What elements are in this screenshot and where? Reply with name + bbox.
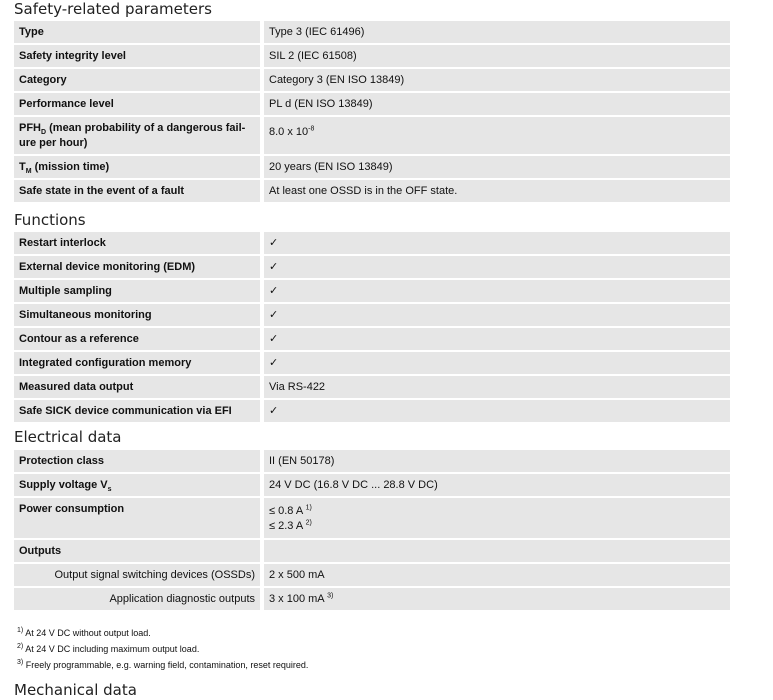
check-icon: ✓ xyxy=(262,399,730,423)
footnote xyxy=(17,625,308,641)
table-row xyxy=(14,44,730,68)
row-value xyxy=(262,539,730,563)
row-value: Category 3 (EN ISO 13849) xyxy=(262,68,730,92)
footnote xyxy=(17,641,308,657)
row-value: SIL 2 (IEC 61508) xyxy=(262,44,730,68)
row-label: Safety integrity level xyxy=(14,44,262,68)
table-row xyxy=(14,255,730,279)
row-label: Performance level xyxy=(14,92,262,116)
table-row xyxy=(14,68,730,92)
footnote-ref: 3) xyxy=(327,592,334,600)
table-row xyxy=(14,92,730,116)
row-label: Restart interlock xyxy=(14,232,262,255)
row-value: 20 years (EN ISO 13849) xyxy=(262,155,730,179)
check-icon: ✓ xyxy=(262,232,730,255)
section-title-safety: Safety-related parameters xyxy=(14,0,212,18)
tm-main: T xyxy=(19,161,26,173)
table-row xyxy=(14,587,730,611)
check-icon: ✓ xyxy=(262,303,730,327)
table-row xyxy=(14,303,730,327)
footnote-ref: 1) xyxy=(17,627,24,634)
supply-main: Supply voltage V xyxy=(19,479,108,491)
row-label: Power consumption xyxy=(14,497,262,539)
footnote xyxy=(17,657,308,673)
row-label xyxy=(14,155,262,179)
supply-sub: s xyxy=(107,486,112,494)
power-value-2: ≤ 2.3 A xyxy=(269,520,306,532)
row-label: Application diagnostic outputs xyxy=(14,587,262,611)
row-label: Safe SICK device communication via EFI xyxy=(14,399,262,423)
table-row xyxy=(14,497,730,539)
table-row xyxy=(14,450,730,473)
footnote-ref: 3) xyxy=(17,659,24,666)
table-row xyxy=(14,155,730,179)
row-label: Type xyxy=(14,21,262,44)
row-value: 2 x 500 mA xyxy=(262,563,730,587)
row-label: Contour as a reference xyxy=(14,327,262,351)
pfh-sub: D xyxy=(41,129,47,137)
pfh-rest1: (mean probability of a dangerous fail- xyxy=(46,122,246,134)
table-row xyxy=(14,351,730,375)
row-value: Via RS-422 xyxy=(262,375,730,399)
table-row xyxy=(14,399,730,423)
footnotes xyxy=(17,625,308,673)
section-title-mechanical: Mechanical data xyxy=(14,681,137,699)
row-label: Output signal switching devices (OSSDs) xyxy=(14,563,262,587)
table-row xyxy=(14,179,730,203)
pfh-value-exp: -8 xyxy=(308,125,315,133)
table-row xyxy=(14,539,730,563)
pfh-value-base: 8.0 x 10 xyxy=(269,126,309,138)
diag-value: 3 x 100 mA xyxy=(269,593,328,605)
row-value: 24 V DC (16.8 V DC ... 28.8 V DC) xyxy=(262,473,730,497)
table-row xyxy=(14,473,730,497)
row-label xyxy=(14,473,262,497)
tm-rest: (mission time) xyxy=(31,161,110,173)
row-label: Safe state in the event of a fault xyxy=(14,179,262,203)
table-row xyxy=(14,563,730,587)
row-label: Integrated configuration memory xyxy=(14,351,262,375)
row-label: Category xyxy=(14,68,262,92)
row-label: Multiple sampling xyxy=(14,279,262,303)
check-icon: ✓ xyxy=(262,351,730,375)
electrical-table xyxy=(14,450,730,612)
check-icon: ✓ xyxy=(262,279,730,303)
footnote-ref: 2) xyxy=(305,519,312,527)
row-value xyxy=(262,587,730,611)
row-label: Simultaneous monitoring xyxy=(14,303,262,327)
row-value: Type 3 (IEC 61496) xyxy=(262,21,730,44)
row-label xyxy=(14,116,262,155)
table-row xyxy=(14,232,730,255)
row-label: Protection class xyxy=(14,450,262,473)
functions-table xyxy=(14,232,730,424)
pfh-rest2: ure per hour) xyxy=(19,137,88,149)
footnote-ref: 1) xyxy=(305,504,312,512)
row-value: II (EN 50178) xyxy=(262,450,730,473)
row-label: Measured data output xyxy=(14,375,262,399)
section-title-functions: Functions xyxy=(14,211,86,229)
row-label: External device monitoring (EDM) xyxy=(14,255,262,279)
pfh-main: PFH xyxy=(19,122,41,134)
row-label: Outputs xyxy=(14,539,262,563)
tm-sub: M xyxy=(25,168,32,176)
check-icon: ✓ xyxy=(262,255,730,279)
safety-table xyxy=(14,21,730,204)
power-value-1: ≤ 0.8 A xyxy=(269,505,306,517)
table-row xyxy=(14,327,730,351)
row-value xyxy=(262,497,730,539)
footnote-ref: 2) xyxy=(17,643,24,650)
footnote-text: Freely programmable, e.g. warning field, contamination, reset required. xyxy=(23,660,309,670)
check-icon: ✓ xyxy=(262,327,730,351)
table-row xyxy=(14,279,730,303)
footnote-text: At 24 V DC including maximum output load. xyxy=(23,644,200,654)
table-row xyxy=(14,21,730,44)
row-value xyxy=(262,116,730,155)
footnote-text: At 24 V DC without output load. xyxy=(23,628,151,638)
table-row xyxy=(14,375,730,399)
row-value: At least one OSSD is in the OFF state. xyxy=(262,179,730,203)
row-value: PL d (EN ISO 13849) xyxy=(262,92,730,116)
table-row xyxy=(14,116,730,155)
section-title-electrical: Electrical data xyxy=(14,428,122,446)
